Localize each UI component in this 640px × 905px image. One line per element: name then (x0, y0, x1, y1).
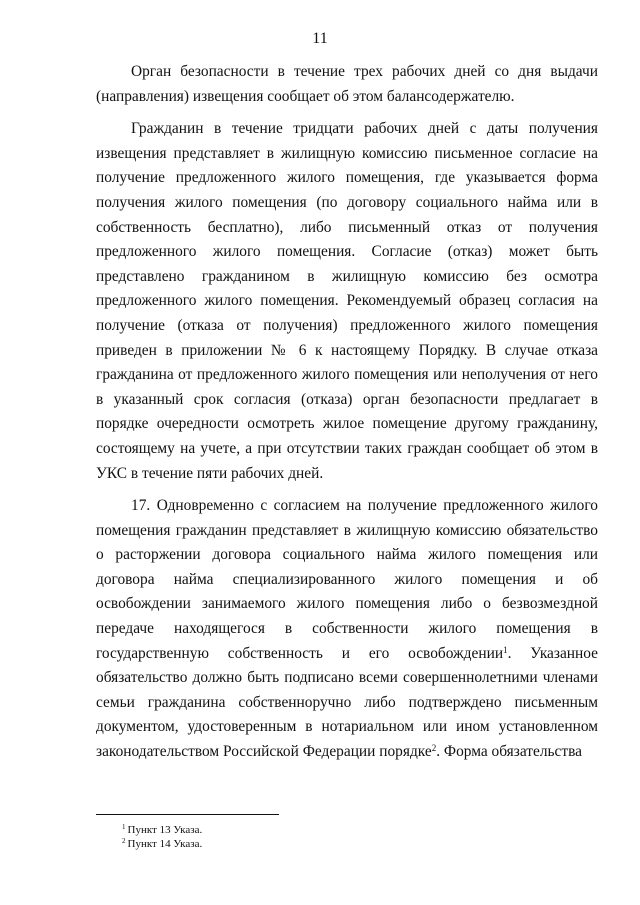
footnote-mark-2: 2 (122, 837, 126, 845)
paragraph-17-part-2: . Указанное обязательство должно быть подписано всеми совершеннолетними членами семьи гражданина собственноручно либо подтверждено письменным документом, удостоверенным в нотариальном или ином установленном законодательством Российской Федерации порядке (96, 644, 598, 761)
footnote-text-2: Пункт 14 Указа. (127, 838, 203, 850)
paragraph-consent: Гражданин в течение тридцати рабочих дней с даты получения извещения представляет в жилищную комиссию письменное согласие на получение предложенного жилого помещения, где указывается форма получения жилого помещения (по договору социального найма или в собственность бесплатно), либо письменный отказ от получения предложенного жилого помещения. Согласие (отказ) может быть представлено гражданином в жилищную комиссию без осмотра предложенного жилого помещения. Рекомендуемый образец согласия на получение (отказа от получения) предложенного жилого помещения приведен в приложении № 6 к настоящему Порядку. В случае отказа гражданина от предложенного жилого помещения или неполучения от него в указанный срок согласия (отказа) орган безопасности предлагает в порядке очередности осмотреть жилое помещение другому гражданину, состоящему на учете, а при отсутствии таких граждан сообщает об этом в УКС в течение пяти рабочих дней. (96, 120, 598, 482)
document-body (96, 60, 598, 765)
footnote-2 (122, 837, 202, 851)
footnote-mark-1: 1 (122, 823, 126, 831)
footnote-divider (96, 814, 279, 815)
footnote-ref-2[interactable]: 2 (431, 743, 437, 754)
paragraph-17 (96, 494, 598, 765)
footnote-text-1: Пункт 13 Указа. (127, 824, 203, 836)
footnotes (122, 823, 202, 851)
paragraph-17-part-3: . Форма обязательства (436, 743, 582, 761)
footnote-ref-1[interactable]: 1 (503, 644, 508, 655)
paragraph-notice: Орган безопасности в течение трех рабочих дней со дня выдачи (направления) извещения сообщает об этом балансодержателю. (96, 63, 598, 105)
page-number: 11 (312, 30, 328, 47)
paragraph-17-part-1: 17. Одновременно с согласием на получение предложенного жилого помещения гражданин представляет в жилищную комиссию обязательство о расторжении договора социального найма жилого помещения или договора найма специализированного жилого помещения и об освобождении занимаемого жилого помещения либо о безвозмездной передаче находящегося в собственности жилого помещения в государственную собственность и его освобождении (96, 497, 598, 662)
footnote-1 (122, 823, 202, 837)
